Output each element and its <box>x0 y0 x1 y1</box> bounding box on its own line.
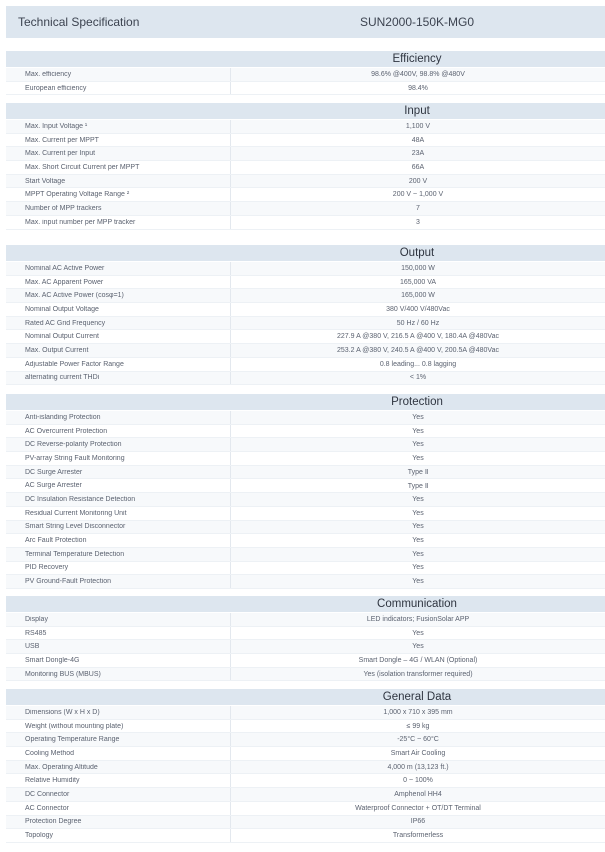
spec-row: Arc Fault Protection Yes <box>6 534 605 548</box>
spec-row: RS485 Yes <box>6 627 605 641</box>
spec-row: AC Overcurrent Protection Yes <box>6 425 605 439</box>
section-title: Communication <box>6 596 605 612</box>
spec-row: Start Voltage 200 V <box>6 175 605 189</box>
spec-row: Topology Transformerless <box>6 829 605 843</box>
spec-row: PID Recovery Yes <box>6 562 605 576</box>
spec-header <box>6 6 605 38</box>
spec-row: MPPT Operating Voltage Range ² 200 V ~ 1,000 V <box>6 188 605 202</box>
spec-row: AC Surge Arrester Type Ⅱ <box>6 479 605 493</box>
spec-row: Max. efficiency 98.6% @400V, 98.8% @480V <box>6 68 605 82</box>
spec-row: DC Reverse-polarity Protection Yes <box>6 438 605 452</box>
spec-row: Max. Output Current 253.2 A @380 V, 240.5 A @400 V, 200.5A @480Vac <box>6 344 605 358</box>
spec-row: Residual Current Monitoring Unit Yes <box>6 507 605 521</box>
spec-row: Protection Degree IP66 <box>6 816 605 830</box>
spec-row: Nominal Output Current 227.9 A @380 V, 216.5 A @400 V, 180.4A @480Vac <box>6 330 605 344</box>
spec-row: Max. input number per MPP tracker 3 <box>6 216 605 230</box>
spec-row: Weight (without mounting plate) ≤ 99 kg <box>6 720 605 734</box>
section-general-data <box>6 689 605 843</box>
section-title: Protection <box>6 394 605 410</box>
spec-row: Rated AC Grid Frequency 50 Hz / 60 Hz <box>6 317 605 331</box>
spec-row: Operating Temperature Range -25°C ~ 60°C <box>6 733 605 747</box>
spec-row: Adjustable Power Factor Range 0.8 leading... 0.8 lagging <box>6 358 605 372</box>
section-title: General Data <box>6 689 605 705</box>
spec-row: Dimensions (W x H x D) 1,000 x 710 x 395 mm <box>6 706 605 720</box>
spec-row: Nominal AC Active Power 150,000 W <box>6 262 605 276</box>
spec-row: Max. AC Apparent Power 165,000 VA <box>6 276 605 290</box>
section-title: Input <box>6 103 605 119</box>
spec-row: Relative Humidity 0 ~ 100% <box>6 774 605 788</box>
spec-row: Monitoring BUS (MBUS) Yes (isolation transformer required) <box>6 668 605 682</box>
section-title: Efficiency <box>6 51 605 67</box>
section-efficiency <box>6 51 605 95</box>
section-output <box>6 245 605 385</box>
spec-row: DC Surge Arrester Type Ⅱ <box>6 466 605 480</box>
section-protection <box>6 394 605 589</box>
header-label: Technical Specification <box>18 15 140 29</box>
spec-row: Nominal Output Voltage 380 V/400 V/480Vac <box>6 303 605 317</box>
spec-row: Smart String Level Disconnector Yes <box>6 521 605 535</box>
spec-row: Terminal Temperature Detection Yes <box>6 548 605 562</box>
section-title: Output <box>6 245 605 261</box>
spec-row: Max. Operating Altitude 4,000 m (13,123 ft.) <box>6 761 605 775</box>
spec-row: Max. AC Active Power (cosφ=1) 165,000 W <box>6 289 605 303</box>
spec-row: Max. Current per MPPT 48A <box>6 134 605 148</box>
spec-row: AC Connector Waterproof Connector + OT/DT Terminal <box>6 802 605 816</box>
spec-row: alternating current THDi < 1% <box>6 372 605 386</box>
spec-row: Max. Input Voltage ¹ 1,100 V <box>6 120 605 134</box>
spec-row: Max. Current per Input 23A <box>6 147 605 161</box>
section-communication <box>6 596 605 681</box>
spec-row: Number of MPP trackers 7 <box>6 202 605 216</box>
spec-row: USB Yes <box>6 640 605 654</box>
spec-row: PV Ground-Fault Protection Yes <box>6 575 605 589</box>
spec-row: Anti-islanding Protection Yes <box>6 411 605 425</box>
spec-row: Smart Dongle-4G Smart Dongle – 4G / WLAN (Optional) <box>6 654 605 668</box>
spec-row: Cooling Method Smart Air Cooling <box>6 747 605 761</box>
spec-row: European efficiency 98.4% <box>6 82 605 96</box>
spec-row: Max. Short Circuit Current per MPPT 66A <box>6 161 605 175</box>
spec-row: Display LED indicators; FusionSolar APP <box>6 613 605 627</box>
spec-row: DC Insulation Resistance Detection Yes <box>6 493 605 507</box>
header-model: SUN2000-150K-MG0 <box>359 15 475 29</box>
section-input <box>6 103 605 230</box>
spec-row: DC Connector Amphenol HH4 <box>6 788 605 802</box>
spec-row: PV-array String Fault Monitoring Yes <box>6 452 605 466</box>
